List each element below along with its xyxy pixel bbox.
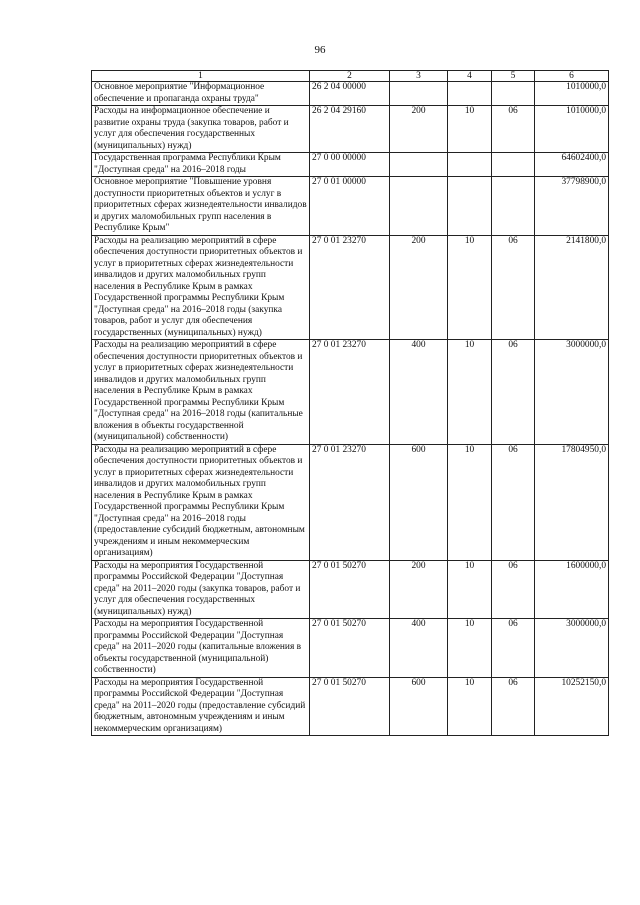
header-col-3: 3 (390, 71, 448, 82)
row-pr: 06 (492, 677, 535, 736)
row-code: 27 0 01 50270 (310, 560, 390, 619)
row-vr: 200 (390, 106, 448, 153)
row-code: 27 0 01 50270 (310, 677, 390, 736)
row-pr (492, 82, 535, 106)
table-row (92, 153, 609, 177)
table-row (92, 106, 609, 153)
row-vr: 200 (390, 235, 448, 340)
row-pr (492, 153, 535, 177)
row-pr: 06 (492, 106, 535, 153)
table-row (92, 560, 609, 619)
row-vr: 400 (390, 619, 448, 678)
row-rz: 10 (448, 235, 492, 340)
row-sum: 37798900,0 (535, 177, 609, 236)
row-pr: 06 (492, 235, 535, 340)
row-pr (492, 177, 535, 236)
table-row (92, 677, 609, 736)
row-name: Расходы на реализацию мероприятий в сфере обеспечения доступности приоритетных объектов и услуг в приоритетных сферах жизнедеятельности инвалидов и других маломобильных групп населения в Республике Крым в рамках Государственной программы Республики Крым "Доступная среда" на 2016–2018 годы (предоставление субсидий бюджетным, автономным учреждениям и иным некоммерческим организациям) (92, 444, 310, 560)
row-pr: 06 (492, 444, 535, 560)
row-name: Расходы на мероприятия Государственной программы Российской Федерации "Доступная среда" на 2011–2020 годы (капитальные вложения в объекты государственной (муниципальной) собственности) (92, 619, 310, 678)
row-rz: 10 (448, 106, 492, 153)
row-code: 27 0 01 23270 (310, 444, 390, 560)
row-pr: 06 (492, 619, 535, 678)
page-number: 96 (314, 44, 326, 56)
row-rz: 10 (448, 340, 492, 445)
table-row (92, 340, 609, 445)
row-sum: 10252150,0 (535, 677, 609, 736)
row-sum: 64602400,0 (535, 153, 609, 177)
row-code: 27 0 00 00000 (310, 153, 390, 177)
header-col-2: 2 (310, 71, 390, 82)
row-pr: 06 (492, 560, 535, 619)
row-rz: 10 (448, 560, 492, 619)
row-rz (448, 82, 492, 106)
row-name: Расходы на реализацию мероприятий в сфере обеспечения доступности приоритетных объектов и услуг в приоритетных сферах жизнедеятельности инвалидов и других маломобильных групп населения в Республике Крым в рамках Государственной программы Республики Крым "Доступная среда" на 2016–2018 годы (закупка товаров, работ и услуг для обеспечения государственных (муниципальных) нужд) (92, 235, 310, 340)
row-sum: 1600000,0 (535, 560, 609, 619)
row-name: Основное мероприятие "Информационное обеспечение и пропаганда охраны труда" (92, 82, 310, 106)
row-vr (390, 153, 448, 177)
row-sum: 2141800,0 (535, 235, 609, 340)
row-code: 27 0 01 00000 (310, 177, 390, 236)
row-sum: 3000000,0 (535, 340, 609, 445)
row-vr: 600 (390, 677, 448, 736)
table-row (92, 82, 609, 106)
row-name: Основное мероприятие "Повышение уровня доступности приоритетных объектов и услуг в приоритетных сферах жизнедеятельности инвалидов и других маломобильных групп населения в Республике Крым" (92, 177, 310, 236)
row-pr: 06 (492, 340, 535, 445)
row-sum: 17804950,0 (535, 444, 609, 560)
row-name: Государственная программа Республики Крым "Доступная среда" на 2016–2018 годы (92, 153, 310, 177)
row-vr: 400 (390, 340, 448, 445)
header-col-4: 4 (448, 71, 492, 82)
row-name: Расходы на информационное обеспечение и развитие охраны труда (закупка товаров, работ и услуг для обеспечения государственных (муниципальных) нужд) (92, 106, 310, 153)
row-vr: 200 (390, 560, 448, 619)
row-code: 27 0 01 23270 (310, 340, 390, 445)
row-vr: 600 (390, 444, 448, 560)
header-col-5: 5 (492, 71, 535, 82)
row-rz: 10 (448, 444, 492, 560)
header-col-1: 1 (92, 71, 310, 82)
table-row (92, 619, 609, 678)
row-vr (390, 82, 448, 106)
table-row (92, 177, 609, 236)
row-name: Расходы на мероприятия Государственной программы Российской Федерации "Доступная среда" на 2011–2020 годы (предоставление субсидий бюджетным, автономным учреждениям и иным некоммерческим организациям) (92, 677, 310, 736)
row-name: Расходы на мероприятия Государственной программы Российской Федерации "Доступная среда" на 2011–2020 годы (закупка товаров, работ и услуг для обеспечения государственных (муниципальных) нужд) (92, 560, 310, 619)
row-rz: 10 (448, 677, 492, 736)
row-sum: 1010000,0 (535, 106, 609, 153)
row-vr (390, 177, 448, 236)
budget-table (91, 70, 609, 736)
row-rz (448, 153, 492, 177)
header-row (92, 71, 609, 82)
row-rz (448, 177, 492, 236)
row-code: 26 2 04 29160 (310, 106, 390, 153)
row-sum: 3000000,0 (535, 619, 609, 678)
table-row (92, 444, 609, 560)
row-code: 27 0 01 50270 (310, 619, 390, 678)
row-rz: 10 (448, 619, 492, 678)
row-code: 27 0 01 23270 (310, 235, 390, 340)
row-name: Расходы на реализацию мероприятий в сфере обеспечения доступности приоритетных объектов и услуг в приоритетных сферах жизнедеятельности инвалидов и других маломобильных групп населения в Республике Крым в рамках Государственной программы Республики Крым "Доступная среда" на 2016–2018 годы (капитальные вложения в объекты государственной (муниципальной) собственности) (92, 340, 310, 445)
row-sum: 1010000,0 (535, 82, 609, 106)
row-code: 26 2 04 00000 (310, 82, 390, 106)
table-row (92, 235, 609, 340)
header-col-6: 6 (535, 71, 609, 82)
